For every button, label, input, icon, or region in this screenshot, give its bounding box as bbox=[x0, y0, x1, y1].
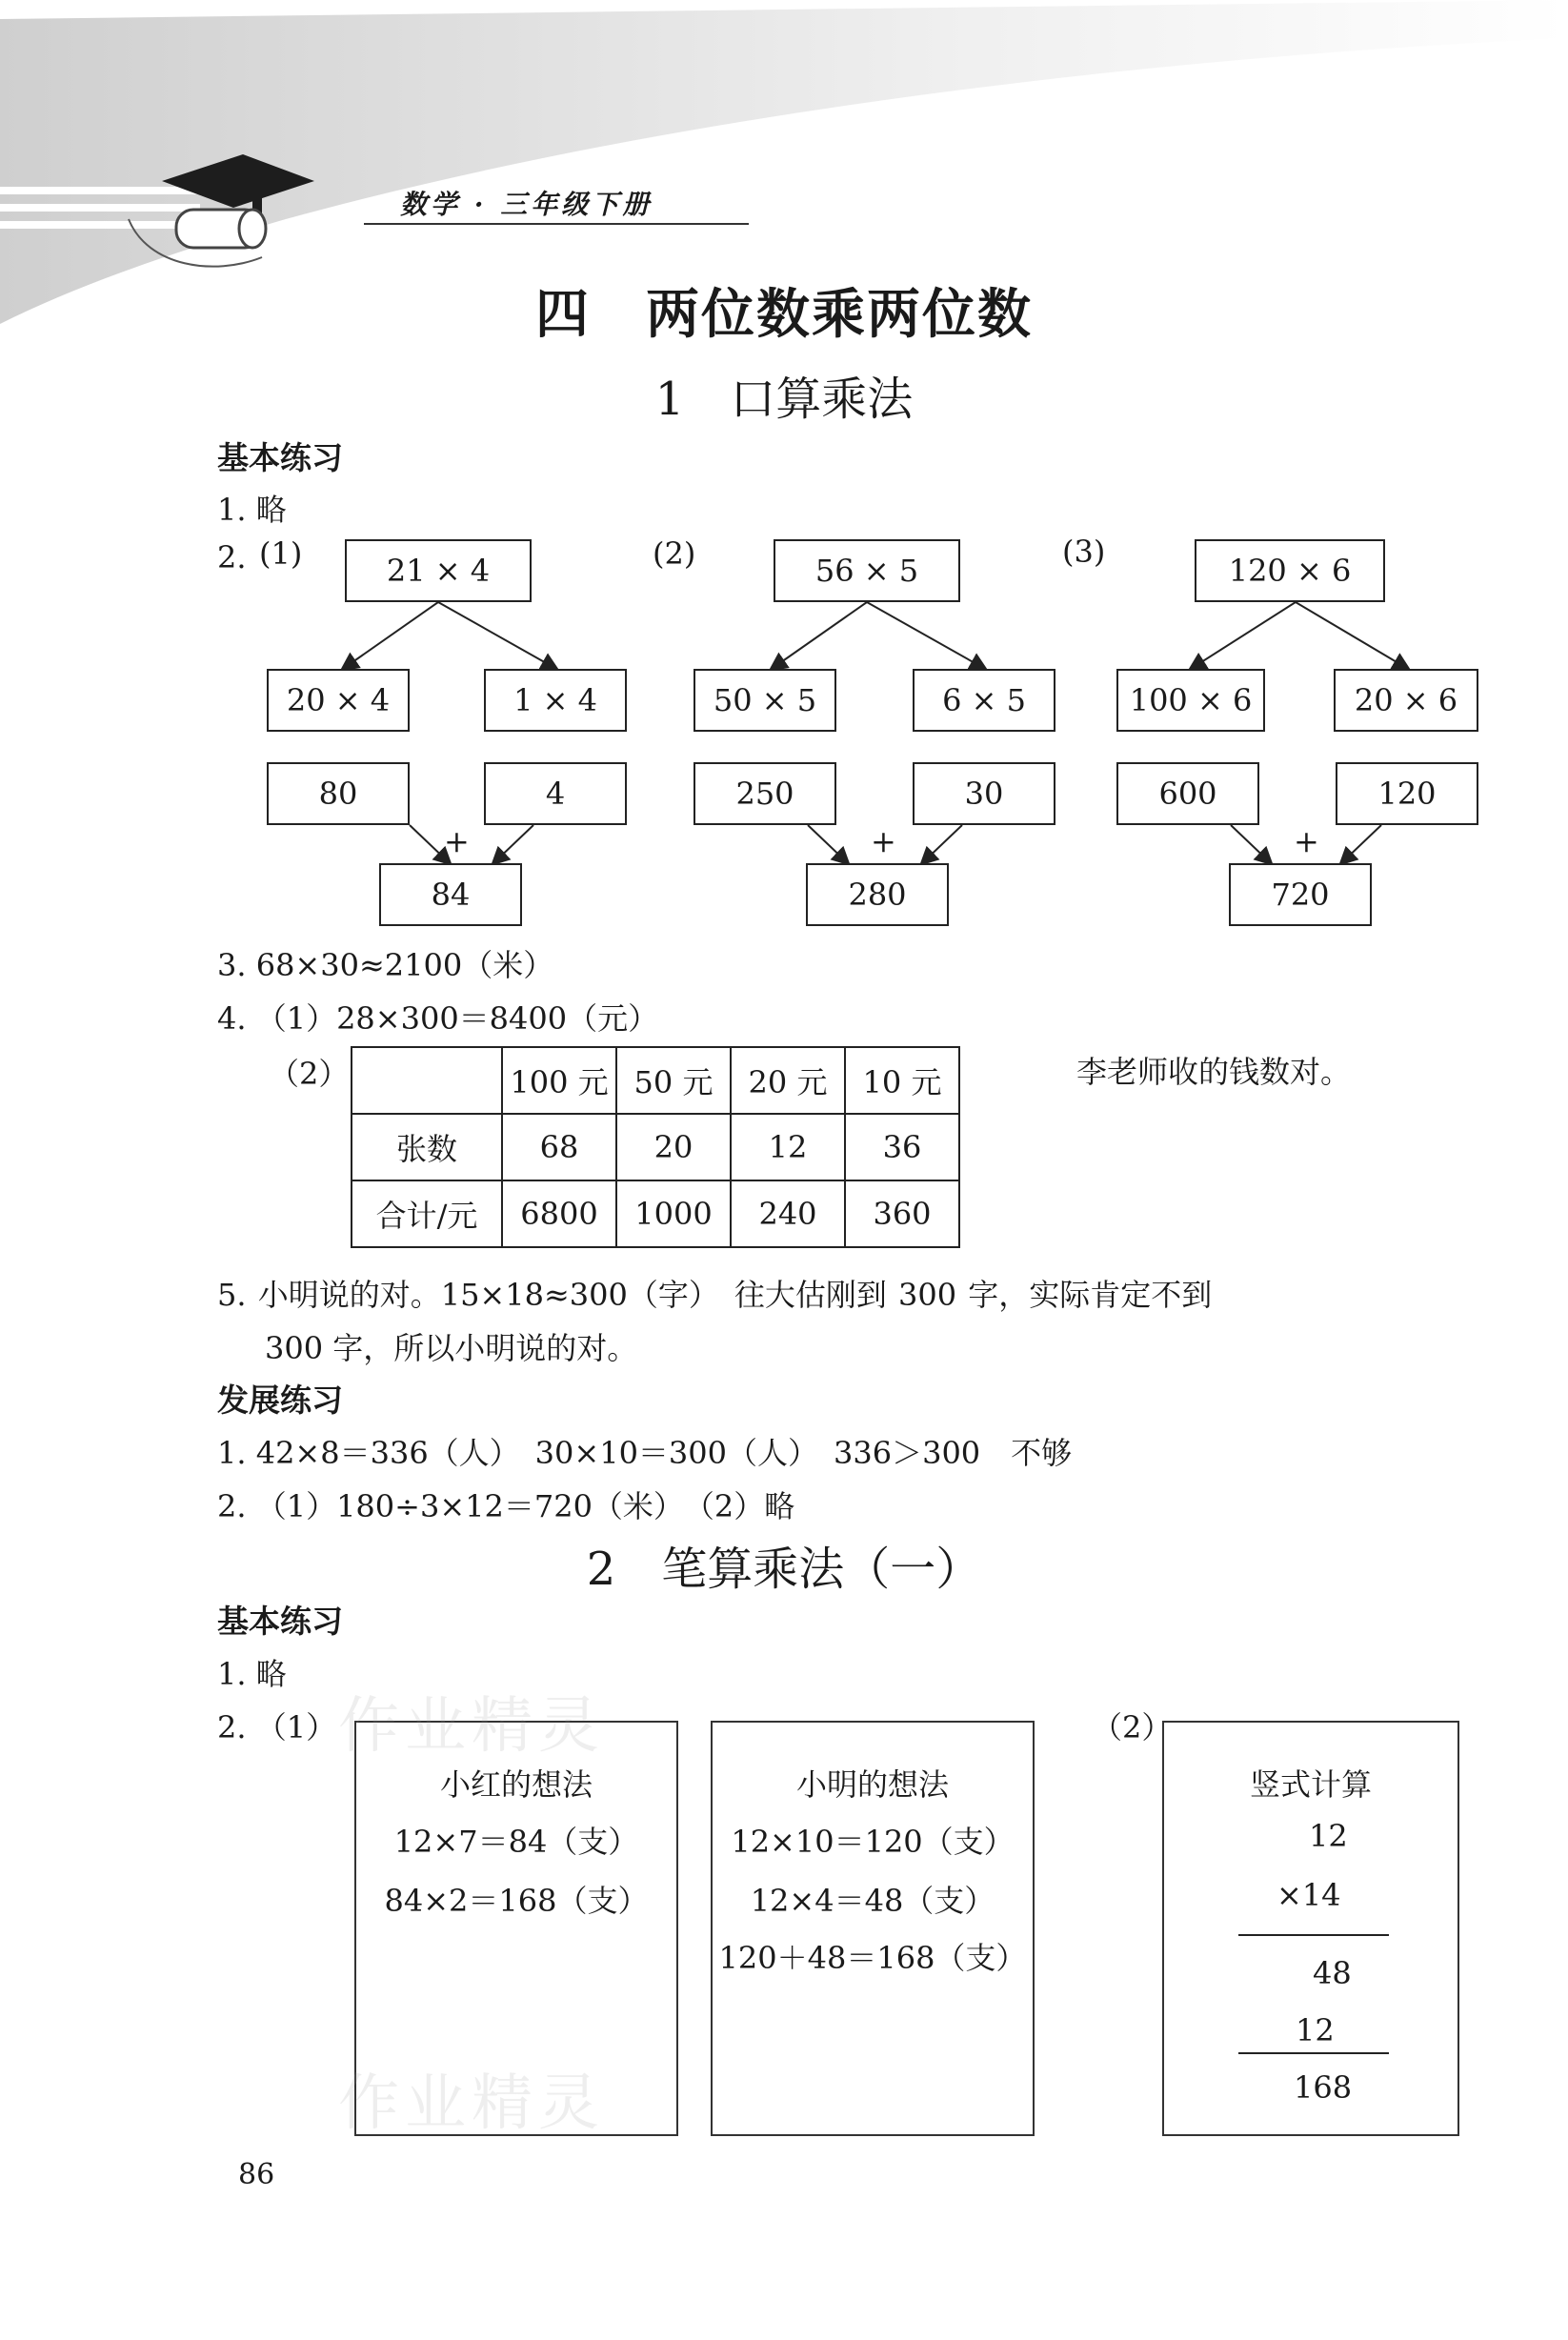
table-row bbox=[352, 1114, 959, 1180]
table-cell bbox=[352, 1047, 502, 1114]
xiaoming-panel bbox=[711, 1721, 1035, 2136]
s1-q4-part2-label: （2） bbox=[269, 1056, 350, 1092]
vertical-title: 竖式计算 bbox=[1249, 1766, 1372, 1803]
s1-dev-q2: 2. （1）180÷3×12＝720（米） （2）略 bbox=[217, 1488, 795, 1524]
tree3-plus: + bbox=[1294, 823, 1319, 859]
vertical-multiplier: ×14 bbox=[1277, 1877, 1341, 1913]
table-cell: 20 元 bbox=[731, 1047, 845, 1114]
xiaoming-line-1: 12×10＝120（支） bbox=[731, 1824, 1015, 1860]
tree3-left-box: 100 × 6 bbox=[1116, 669, 1265, 732]
tree1-plus: + bbox=[444, 823, 470, 859]
xiaohong-line-1: 12×7＝84（支） bbox=[393, 1824, 639, 1860]
chapter-title: 四 两位数乘两位数 bbox=[535, 284, 1033, 346]
table-cell: 240 bbox=[731, 1180, 845, 1247]
s1-q4-note: 李老师收的钱数对。 bbox=[1076, 1054, 1352, 1090]
s1-q5-line2: 300 字，所以小明说的对。 bbox=[265, 1330, 638, 1366]
money-table bbox=[351, 1046, 960, 1248]
tree2-root-box: 56 × 5 bbox=[774, 539, 960, 602]
xiaoming-title: 小明的想法 bbox=[795, 1766, 949, 1803]
tree1-left-box: 20 × 4 bbox=[267, 669, 410, 732]
s1-dev-q1: 1. 42×8＝336（人） 30×10＝300（人） 336＞300 不够 bbox=[217, 1435, 1073, 1471]
running-title: 数学 · 三年级下册 bbox=[400, 189, 653, 220]
vertical-calc-panel bbox=[1162, 1721, 1459, 2136]
tree2-result-box: 280 bbox=[806, 863, 949, 926]
tree2-right-value-box: 30 bbox=[913, 762, 1055, 825]
tree2-label: (2) bbox=[653, 535, 696, 572]
s2-q2-label: 2. （1） bbox=[217, 1709, 337, 1745]
vertical-rule-1 bbox=[1238, 1934, 1389, 1936]
table-cell: 张数 bbox=[352, 1114, 502, 1180]
s1-q5-line1: 5. 小明说的对。15×18≈300（字） 往大估刚到 300 字，实际肯定不到 bbox=[217, 1277, 1213, 1313]
vertical-partial-1: 48 bbox=[1313, 1955, 1352, 1991]
vertical-partial-2: 12 bbox=[1296, 2012, 1335, 2048]
s2-q2-part2-label: （2） bbox=[1092, 1709, 1173, 1745]
tree2-right-box: 6 × 5 bbox=[913, 669, 1055, 732]
s2-q1: 1. 略 bbox=[217, 1656, 287, 1692]
tree1-right-value-box: 4 bbox=[484, 762, 627, 825]
watermark-2: 作业精灵 bbox=[338, 2068, 605, 2139]
table-cell: 360 bbox=[845, 1180, 959, 1247]
table-cell: 20 bbox=[616, 1114, 731, 1180]
table-cell: 100 元 bbox=[502, 1047, 616, 1114]
tree3-label: (3) bbox=[1062, 534, 1106, 570]
section1-title: 1 口算乘法 bbox=[654, 373, 914, 426]
table-cell: 合计/元 bbox=[352, 1180, 502, 1247]
s1-q3: 3. 68×30≈2100（米） bbox=[217, 947, 554, 983]
xiaoming-line-3: 120＋48＝168（支） bbox=[718, 1940, 1027, 1976]
section1-basic-head: 基本练习 bbox=[217, 439, 343, 476]
table-cell: 10 元 bbox=[845, 1047, 959, 1114]
tree3-right-value-box: 120 bbox=[1336, 762, 1478, 825]
s1-q2-label: 2. bbox=[217, 539, 247, 575]
tree2-left-box: 50 × 5 bbox=[694, 669, 836, 732]
tree1-right-box: 1 × 4 bbox=[484, 669, 627, 732]
vertical-product: 168 bbox=[1294, 2069, 1353, 2106]
tree1-label: (1) bbox=[259, 535, 303, 572]
table-cell: 50 元 bbox=[616, 1047, 731, 1114]
xiaohong-title: 小红的想法 bbox=[439, 1766, 593, 1803]
vertical-rule-2 bbox=[1238, 2052, 1389, 2054]
tree3-left-value-box: 600 bbox=[1116, 762, 1259, 825]
table-cell: 6800 bbox=[502, 1180, 616, 1247]
s1-q1: 1. 略 bbox=[217, 492, 287, 528]
table-cell: 36 bbox=[845, 1114, 959, 1180]
page-number: 86 bbox=[238, 2158, 275, 2191]
table-cell: 1000 bbox=[616, 1180, 731, 1247]
section2-title: 2 笔算乘法（一） bbox=[586, 1543, 982, 1596]
s1-q4-part1: 4. （1）28×300＝8400（元） bbox=[217, 1000, 659, 1037]
watermark-1: 作业精灵 bbox=[338, 1691, 605, 1762]
table-row bbox=[352, 1180, 959, 1247]
tree3-right-box: 20 × 6 bbox=[1334, 669, 1478, 732]
tree3-root-box: 120 × 6 bbox=[1195, 539, 1385, 602]
tree3-result-box: 720 bbox=[1229, 863, 1372, 926]
tree1-root-box: 21 × 4 bbox=[345, 539, 532, 602]
section1-dev-head: 发展练习 bbox=[217, 1382, 343, 1419]
section2-basic-head: 基本练习 bbox=[217, 1603, 343, 1640]
table-cell: 12 bbox=[731, 1114, 845, 1180]
tree2-left-value-box: 250 bbox=[694, 762, 836, 825]
table-row bbox=[352, 1047, 959, 1114]
tree2-plus: + bbox=[871, 823, 896, 859]
xiaohong-line-2: 84×2＝168（支） bbox=[384, 1883, 649, 1919]
tree1-left-value-box: 80 bbox=[267, 762, 410, 825]
table-cell: 68 bbox=[502, 1114, 616, 1180]
vertical-multiplicand: 12 bbox=[1309, 1818, 1348, 1854]
tree1-result-box: 84 bbox=[379, 863, 522, 926]
xiaoming-line-2: 12×4＝48（支） bbox=[750, 1883, 995, 1919]
